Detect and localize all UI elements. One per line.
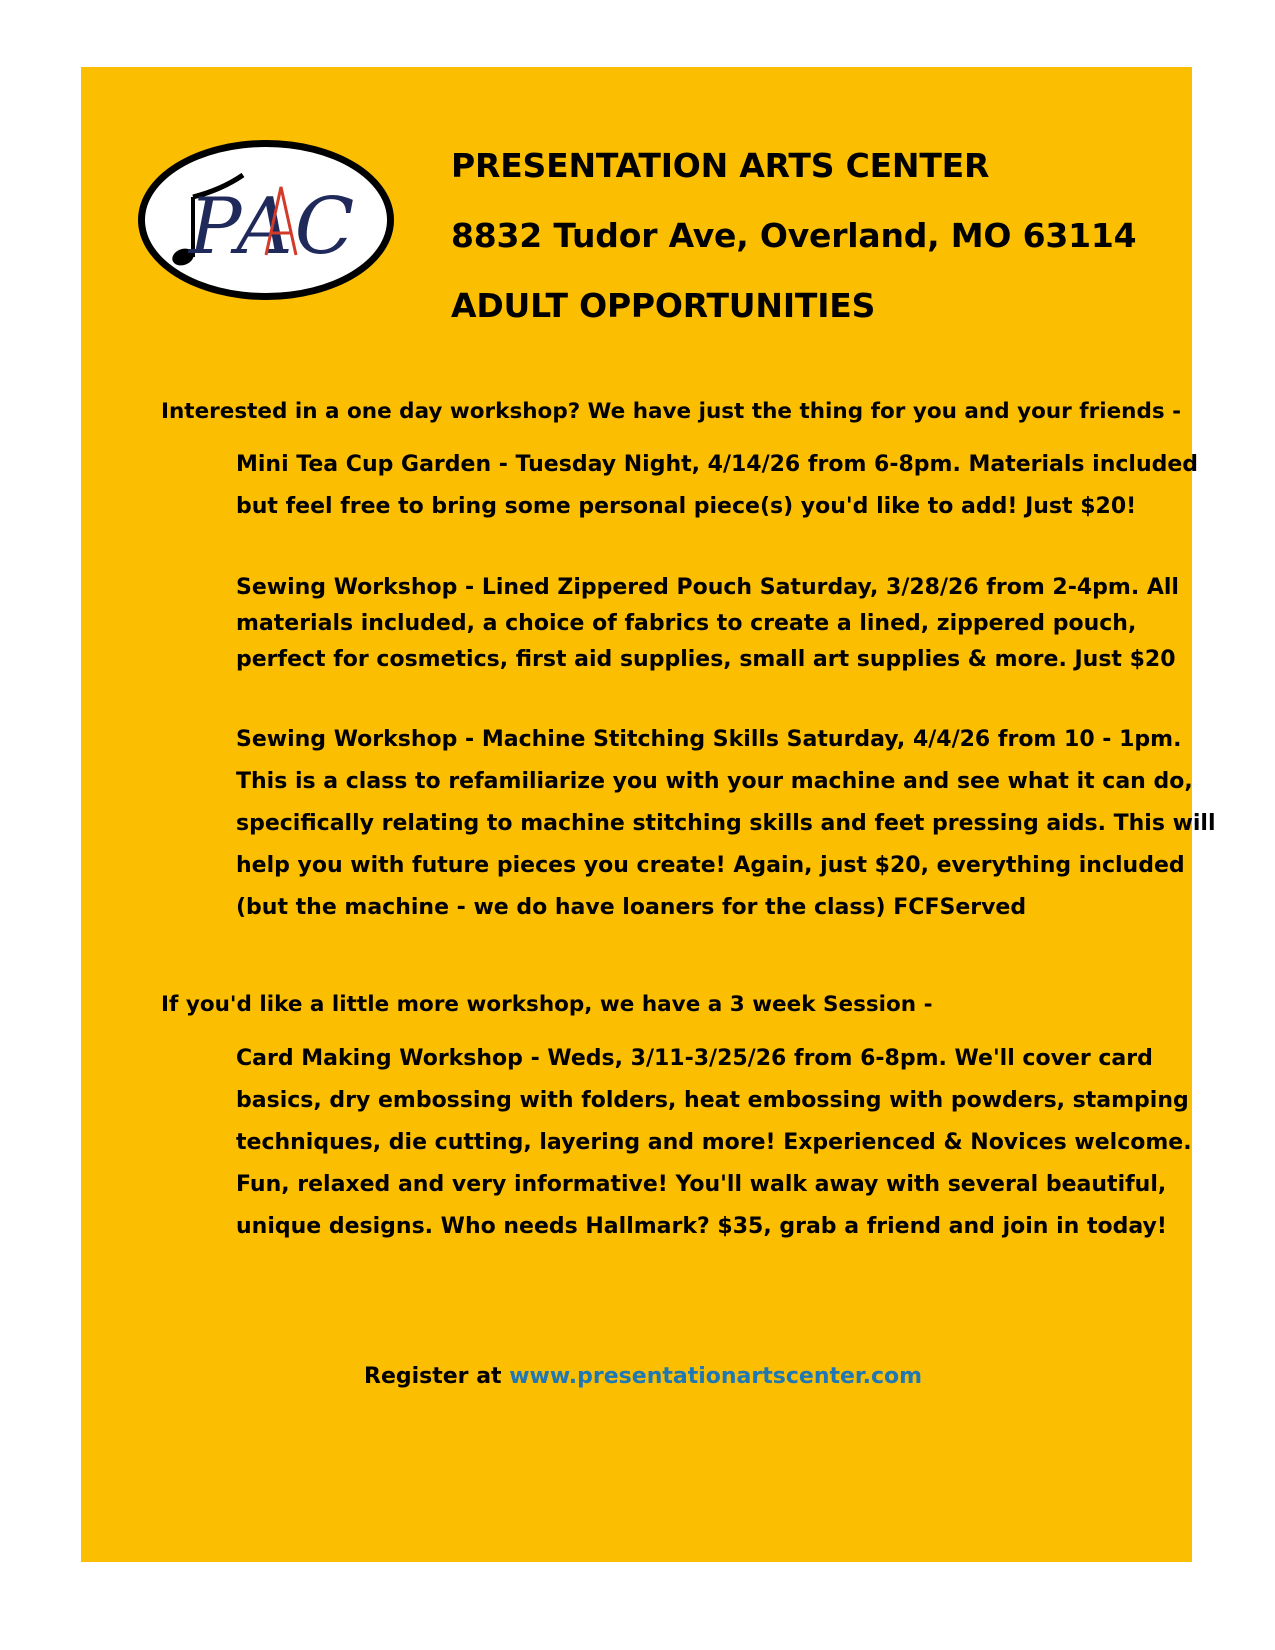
item-line: basics, dry embossing with folders, heat embossing with powders, stamping: [236, 1088, 1189, 1113]
workshop-machine-stitching: [236, 719, 1216, 929]
register-line: [364, 1364, 922, 1389]
register-label: Register at: [364, 1364, 502, 1389]
org-name: PRESENTATION ARTS CENTER: [451, 146, 990, 185]
item-line: Sewing Workshop - Lined Zippered Pouch Saturday, 3/28/26 from 2-4pm. All: [236, 575, 1179, 600]
item-line: Card Making Workshop - Weds, 3/11-3/25/26 from 6-8pm. We'll cover card: [236, 1046, 1153, 1071]
logo-text: PAC: [189, 182, 357, 272]
session-intro: If you'd like a little more workshop, we have a 3 week Session -: [161, 992, 933, 1017]
item-line: unique designs. Who needs Hallmark? $35, grab a friend and join in today!: [236, 1214, 1167, 1239]
item-line: techniques, die cutting, layering and more! Experienced & Novices welcome.: [236, 1130, 1192, 1155]
item-line: specifically relating to machine stitching skills and feet pressing aids. This will: [236, 811, 1216, 836]
pac-logo: [131, 135, 401, 305]
item-line: help you with future pieces you create! Again, just $20, everything included: [236, 853, 1185, 878]
item-line: Mini Tea Cup Garden - Tuesday Night, 4/14/26 from 6-8pm. Materials included: [236, 452, 1199, 477]
workshop-zippered-pouch: [236, 570, 1186, 678]
item-line: materials included, a choice of fabrics to create a lined, zippered pouch,: [236, 611, 1137, 636]
item-line: but feel free to bring some personal piece(s) you'd like to add! Just $20!: [236, 494, 1137, 519]
one-day-intro: Interested in a one day workshop? We have just the thing for you and your friends -: [161, 399, 1182, 424]
workshop-tea-cup: [236, 444, 1199, 528]
page-heading: ADULT OPPORTUNITIES: [451, 286, 876, 325]
flyer: [81, 67, 1216, 1562]
item-line: This is a class to refamiliarize you with your machine and see what it can do,: [236, 769, 1193, 794]
register-link[interactable]: www.presentationartscenter.com: [509, 1364, 923, 1389]
item-line: Fun, relaxed and very informative! You'll walk away with several beautiful,: [236, 1172, 1167, 1197]
address: 8832 Tudor Ave, Overland, MO 63114: [451, 216, 1137, 255]
workshop-card-making: [236, 1038, 1192, 1248]
item-line: perfect for cosmetics, first aid supplies, small art supplies & more. Just $20: [236, 647, 1176, 672]
item-line: (but the machine - we do have loaners for the class) FCFServed: [236, 895, 1027, 920]
item-line: Sewing Workshop - Machine Stitching Skills Saturday, 4/4/26 from 10 - 1pm.: [236, 727, 1182, 752]
